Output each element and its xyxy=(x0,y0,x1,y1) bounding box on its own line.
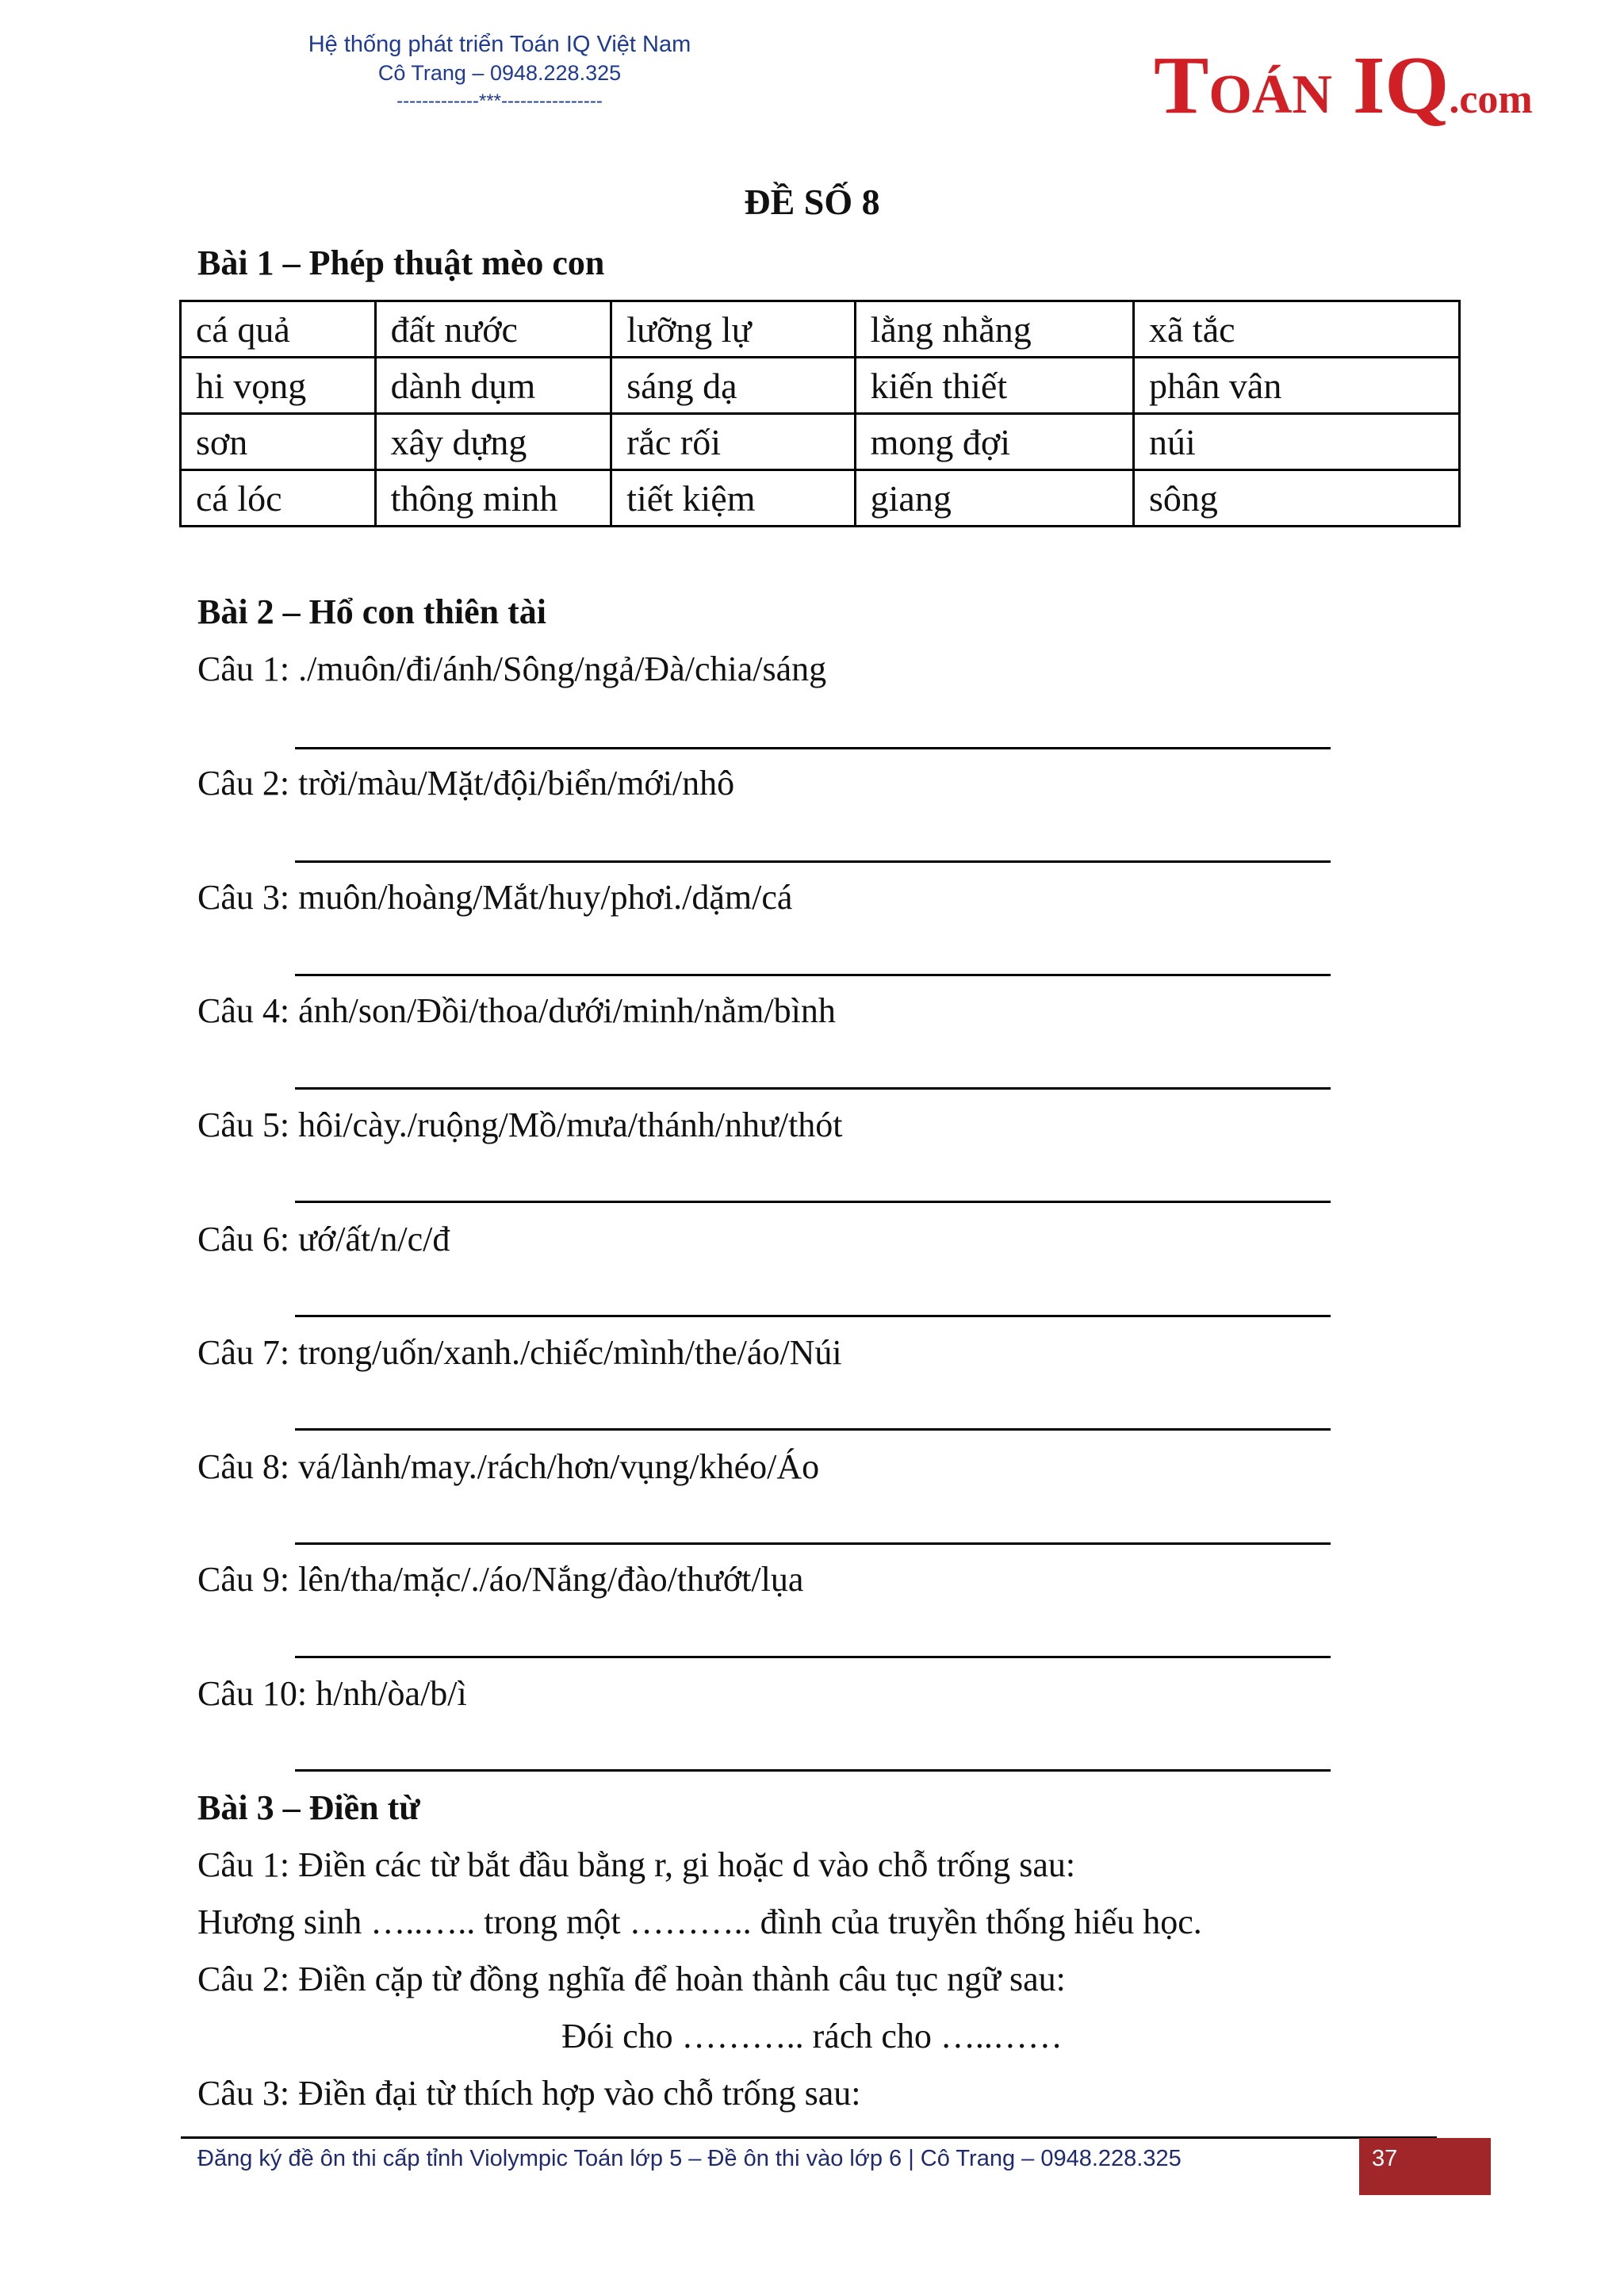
header-separator: -------------***---------------- xyxy=(396,90,603,112)
bai2-question: Câu 4: ánh/son/Đồi/thoa/dưới/minh/nằm/bình xyxy=(197,991,836,1030)
bai2-question: Câu 6: ướ/ất/n/c/đ xyxy=(197,1220,450,1259)
answer-line[interactable] xyxy=(295,972,1331,976)
bai2-question: Câu 8: vá/lành/may./rách/hơn/vụng/khéo/Áo xyxy=(197,1447,820,1486)
bai2-question: Câu 3: muôn/hoàng/Mắt/huy/phơi./dặm/cá xyxy=(197,878,793,917)
answer-line[interactable] xyxy=(295,859,1331,863)
bai2-question: Câu 2: trời/màu/Mặt/đội/biển/mới/nhô xyxy=(197,764,735,803)
table-cell: phân vân xyxy=(1134,358,1460,414)
table-cell: thông minh xyxy=(375,470,611,527)
table-cell: kiến thiết xyxy=(855,358,1133,414)
table-cell: hi vọng xyxy=(181,358,376,414)
table-cell: xây dựng xyxy=(375,414,611,470)
table-cell: sáng dạ xyxy=(611,358,855,414)
table-cell: dành dụm xyxy=(375,358,611,414)
table-cell: núi xyxy=(1134,414,1460,470)
toaniq-logo: TOÁN IQ.com xyxy=(1154,40,1533,131)
table-cell: rắc rối xyxy=(611,414,855,470)
table-cell: lằng nhằng xyxy=(855,301,1133,358)
page-number: 37 xyxy=(1359,2138,1491,2195)
bai3-proverb: Đói cho ……….. rách cho …..…… xyxy=(561,2017,1063,2056)
table-cell: sơn xyxy=(181,414,376,470)
bai3-line: Câu 3: Điền đại từ thích hợp vào chỗ trống sau: xyxy=(197,2074,861,2113)
word-table xyxy=(179,300,1461,527)
table-row xyxy=(181,358,1460,414)
bai2-heading: Bài 2 – Hổ con thiên tài xyxy=(197,592,547,631)
table-cell: xã tắc xyxy=(1134,301,1460,358)
answer-line[interactable] xyxy=(295,1199,1331,1203)
bai2-question: Câu 7: trong/uốn/xanh./chiếc/mình/the/áo/Núi xyxy=(197,1333,842,1372)
bai2-question: Câu 1: ./muôn/đi/ánh/Sông/ngả/Đà/chia/sáng xyxy=(197,649,827,688)
table-row xyxy=(181,414,1460,470)
bai3-heading: Bài 3 – Điền từ xyxy=(197,1788,420,1827)
header-org: Hệ thống phát triển Toán IQ Việt Nam xyxy=(308,32,691,57)
table-row xyxy=(181,301,1460,358)
footer-text: Đăng ký đề ôn thi cấp tỉnh Violympic Toán lớp 5 – Đề ôn thi vào lớp 6 | Cô Trang – 0948.228.325 xyxy=(197,2146,1182,2171)
answer-line[interactable] xyxy=(295,1313,1331,1317)
bai3-line: Câu 2: Điền cặp từ đồng nghĩa để hoàn thành câu tục ngữ sau: xyxy=(197,1960,1066,1998)
bai1-heading: Bài 1 – Phép thuật mèo con xyxy=(197,243,605,282)
table-row xyxy=(181,470,1460,527)
answer-line[interactable] xyxy=(295,745,1331,749)
page-title: ĐỀ SỐ 8 xyxy=(744,182,880,222)
table-cell: đất nước xyxy=(375,301,611,358)
header-info xyxy=(270,30,730,116)
answer-line[interactable] xyxy=(295,1768,1331,1772)
table-cell: giang xyxy=(855,470,1133,527)
answer-line[interactable] xyxy=(295,1541,1331,1545)
table-cell: cá quả xyxy=(181,301,376,358)
bai2-question: Câu 5: hôi/cày./ruộng/Mồ/mưa/thánh/như/thót xyxy=(197,1105,843,1144)
table-cell: tiết kiệm xyxy=(611,470,855,527)
answer-line[interactable] xyxy=(295,1654,1331,1658)
header-contact: Cô Trang – 0948.228.325 xyxy=(377,61,622,85)
bai3-line: Câu 1: Điền các từ bắt đầu bằng r, gi hoặc d vào chỗ trống sau: xyxy=(197,1845,1076,1884)
table-cell: sông xyxy=(1134,470,1460,527)
answer-line[interactable] xyxy=(295,1427,1331,1431)
table-cell: cá lóc xyxy=(181,470,376,527)
footer-divider xyxy=(181,2136,1437,2139)
table-cell: mong đợi xyxy=(855,414,1133,470)
bai3-line: Hương sinh …..….. trong một ……….. đình của truyền thống hiếu học. xyxy=(197,1902,1202,1941)
bai2-question: Câu 9: lên/tha/mặc/./áo/Nắng/đào/thướt/lụa xyxy=(197,1560,804,1599)
bai2-question: Câu 10: h/nh/òa/b/ì xyxy=(197,1674,467,1713)
answer-line[interactable] xyxy=(295,1086,1331,1090)
table-cell: lưỡng lự xyxy=(611,301,855,358)
